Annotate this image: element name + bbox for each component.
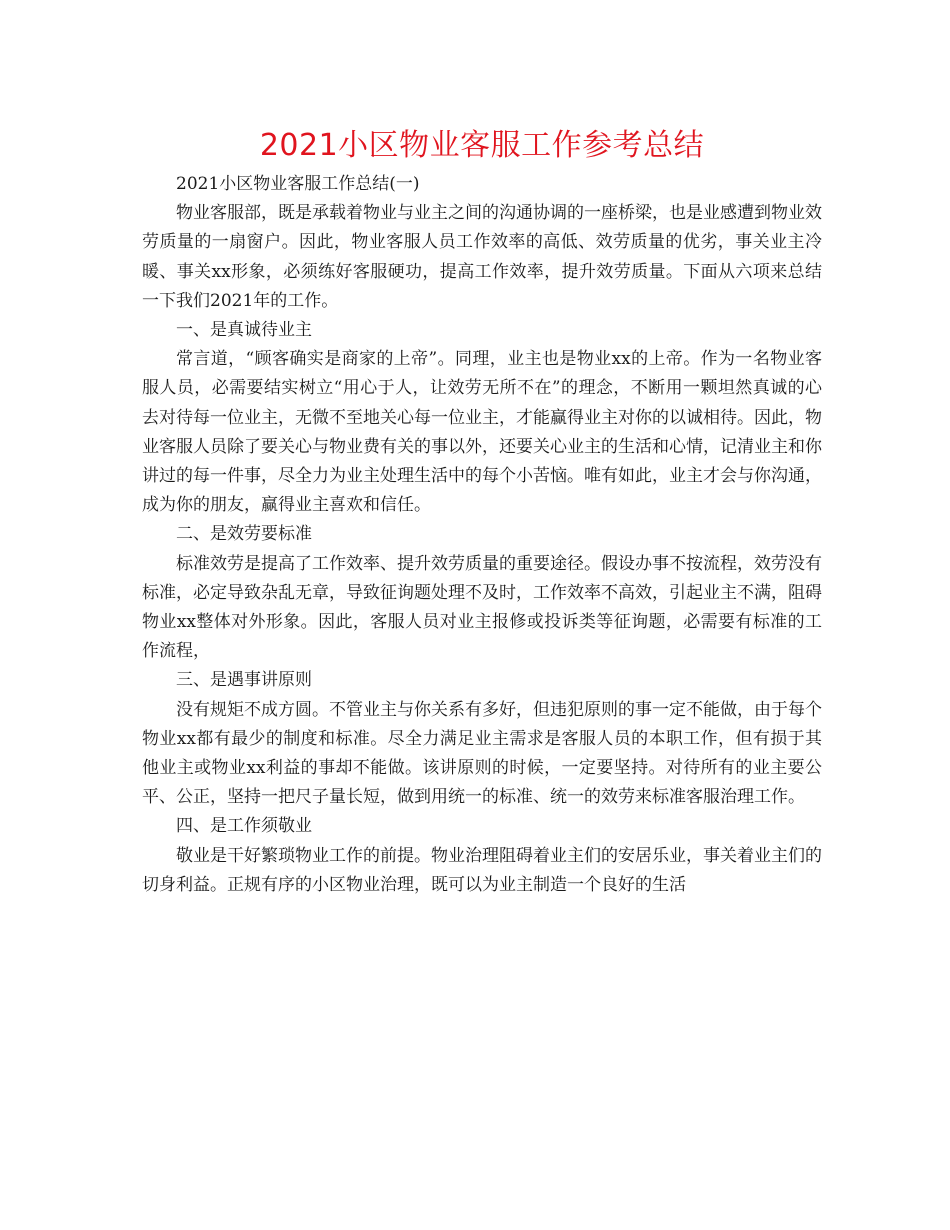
section-body-4: 敬业是干好繁琐物业工作的前提。物业治理阻碍着业主们的安居乐业，事关着业主们的切身利益。正规有序的小区物业治理，既可以为业主制造一个良好的生活 <box>142 845 822 895</box>
document-page <box>142 122 822 900</box>
section-heading-4: 四、是工作须敬业 <box>176 816 312 837</box>
section-heading-3: 三、是遇事讲原则 <box>176 670 312 691</box>
section-body-1: 常言道，“顾客确实是商家的上帝”。同理，业主也是物业xx的上帝。作为一名物业客服人员，必需要结实树立“用心于人，让效劳无所不在”的理念，不断用一颗坦然真诚的心去对待每一位业主，无微不至地关心每一位业主，才能赢得业主对你的以诚相待。因此，物业客服人员除了要关心与物业费有关的事以外，还要关心业主的生活和心情，记清业主和你讲过的每一件事，尽全力为业主处理生活中的每个小苦恼。唯有如此，业主才会与你沟通，成为你的朋友，赢得业主喜欢和信任。 <box>142 349 822 516</box>
section-heading-2: 二、是效劳要标准 <box>176 524 312 545</box>
section-body-2: 标准效劳是提高了工作效率、提升效劳质量的重要途径。假设办事不按流程，效劳没有标准，必定导致杂乱无章，导致征询题处理不及时，工作效率不高效，引起业主不满，阻碍物业xx整体对外形象。因此，客服人员对业主报修或投诉类等征询题，必需要有标准的工作流程， <box>142 553 822 662</box>
intro-paragraph: 物业客服部，既是承载着物业与业主之间的沟通协调的一座桥梁，也是业感遭到物业效劳质量的一扇窗户。因此，物业客服人员工作效率的高低、效劳质量的优劣，事关业主冷暖、事关xx形象，必须练好客服硬功，提高工作效率，提升效劳质量。下面从六项来总结一下我们2021年的工作。 <box>142 203 822 311</box>
section-body-3: 没有规矩不成方圆。不管业主与你关系有多好，但违犯原则的事一定不能做，由于每个物业xx都有最少的制度和标准。尽全力满足业主需求是客服人员的本职工作，但有损于其他业主或物业xx利益的事却不能做。该讲原则的时候，一定要坚持。对待所有的业主要公平、公正，坚持一把尺子量长短，做到用统一的标准、统一的效劳来标准客服治理工作。 <box>142 699 822 808</box>
document-subtitle: 2021小区物业客服工作总结(一) <box>176 174 420 194</box>
document-title: 2021小区物业客服工作参考总结 <box>259 128 705 163</box>
section-heading-1: 一、是真诚待业主 <box>176 320 312 341</box>
